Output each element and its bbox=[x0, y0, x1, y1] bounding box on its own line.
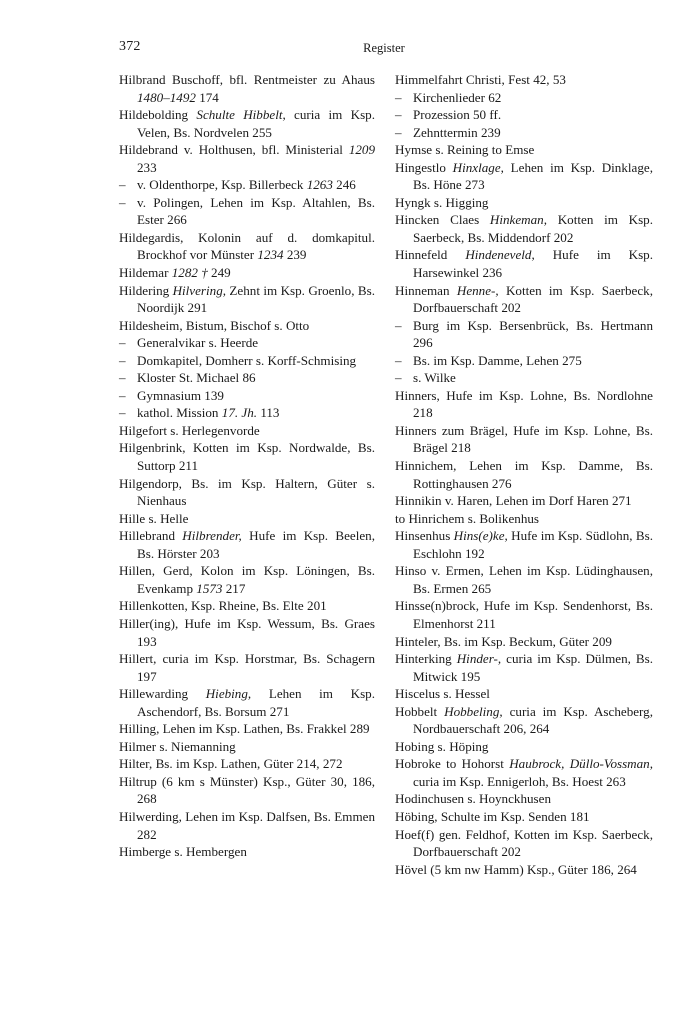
running-head: Register bbox=[363, 41, 405, 55]
index-entry bbox=[119, 282, 375, 317]
index-entry bbox=[395, 597, 653, 632]
entry-text: Domkapitel, Domherr s. Korff-Schmising bbox=[137, 352, 357, 368]
entry-variant-italic: 1209 bbox=[348, 142, 375, 158]
subentry-dash: – bbox=[119, 194, 126, 210]
index-subentry bbox=[119, 387, 375, 405]
entry-text: Hildemar bbox=[119, 265, 172, 281]
index-entry bbox=[119, 843, 375, 861]
entry-text: Hobbelt bbox=[395, 703, 445, 719]
entry-variant-italic: Hobbeling, bbox=[444, 703, 503, 719]
entry-text: Hillenkotten, Ksp. Rheine, Bs. Elte 201 bbox=[119, 598, 327, 614]
index-entry bbox=[395, 194, 653, 212]
index-entry bbox=[395, 633, 653, 651]
entry-text: Burg im Ksp. Bersenbrück, Bs. Hertmann 296 bbox=[413, 317, 653, 351]
index-entry bbox=[395, 808, 653, 826]
entry-variant-italic: Schulte Hibbelt, bbox=[196, 107, 286, 123]
entry-text: 249 bbox=[207, 265, 231, 281]
entry-text: Gymnasium 139 bbox=[137, 387, 224, 403]
entry-text: Hobroke to Hohorst bbox=[395, 756, 510, 772]
entry-text: Kotten im Ksp. Saerbeck, Bs. Middendorf 202 bbox=[413, 212, 654, 245]
index-entry bbox=[395, 211, 653, 246]
entry-variant-italic: Hinkeman, bbox=[489, 212, 547, 228]
index-entry bbox=[119, 71, 375, 106]
index-entry bbox=[119, 527, 375, 562]
index-entry bbox=[395, 738, 653, 756]
entry-variant-italic: 1573 bbox=[196, 580, 223, 596]
entry-text: Kloster St. Michael 86 bbox=[137, 370, 256, 386]
entry-text: Hilmer s. Niemanning bbox=[119, 738, 236, 754]
entry-text: Hövel (5 km nw Hamm) Ksp., Güter 186, 264 bbox=[395, 861, 637, 877]
entry-text: curia im Ksp. Ascheberg, Nordbauerschaft 206, 264 bbox=[413, 703, 653, 737]
index-entry bbox=[119, 650, 375, 685]
entry-text: Hilgefort s. Herlegenvorde bbox=[119, 422, 260, 438]
entry-text: Hildesheim, Bistum, Bischof s. Otto bbox=[119, 317, 310, 333]
entry-text: Hinnikin v. Haren, Lehen im Dorf Haren 271 bbox=[395, 493, 632, 509]
index-entry bbox=[119, 615, 375, 650]
index-entry bbox=[395, 387, 653, 422]
index-entry bbox=[119, 106, 375, 141]
entry-text: Hille s. Helle bbox=[119, 510, 189, 526]
index-column-right bbox=[395, 71, 653, 878]
entry-text: Hilgendorp, Bs. im Ksp. Haltern, Güter s. Nienhaus bbox=[119, 475, 375, 509]
entry-text: curia im Ksp. Ennigerloh, Bs. Hoest 263 bbox=[413, 773, 626, 789]
entry-variant-italic: Hilbrender, bbox=[182, 528, 242, 544]
entry-text: Lehen im Ksp. Dinklage, Bs. Höne 273 bbox=[413, 159, 653, 193]
subentry-dash: – bbox=[395, 352, 402, 368]
index-subentry bbox=[395, 317, 653, 352]
subentry-dash: – bbox=[119, 352, 126, 368]
entry-text: Hoef(f) gen. Feldhof, Kotten im Ksp. Saerbeck, Dorfbauerschaft 202 bbox=[395, 826, 653, 860]
entry-text: Hinnichem, Lehen im Ksp. Damme, Bs. Rottinghausen 276 bbox=[395, 458, 653, 491]
index-entry bbox=[119, 510, 375, 528]
index-entry bbox=[395, 422, 653, 457]
index-subentry bbox=[395, 369, 653, 387]
subentry-dash: – bbox=[395, 370, 402, 386]
index-entry bbox=[395, 755, 653, 790]
index-entry bbox=[395, 685, 653, 703]
entry-variant-italic: Hins(e)ke, bbox=[453, 528, 508, 544]
entry-variant-italic: 1263 bbox=[306, 177, 333, 193]
entry-text: Bs. im Ksp. Damme, Lehen 275 bbox=[413, 352, 582, 368]
entry-text: Hobing s. Höping bbox=[395, 738, 489, 754]
index-entry bbox=[119, 808, 375, 843]
entry-variant-italic: Hilvering, bbox=[172, 282, 227, 298]
index-entry bbox=[395, 703, 653, 738]
entry-text: Hufe im Ksp. Beelen, Bs. Hörster 203 bbox=[137, 528, 375, 561]
entry-text: Hilling, Lehen im Ksp. Lathen, Bs. Frakkel 289 bbox=[119, 721, 370, 737]
entry-text: Zehnttermin 239 bbox=[413, 124, 501, 140]
entry-text: Hillebrand bbox=[119, 528, 183, 544]
index-entry bbox=[395, 562, 653, 597]
subentry-dash: – bbox=[395, 89, 402, 105]
index-entry bbox=[119, 773, 375, 808]
entry-text: Hodinchusen s. Hoynckhusen bbox=[395, 791, 552, 807]
entry-text: Prozession 50 ff. bbox=[413, 107, 502, 123]
index-entry bbox=[119, 422, 375, 440]
index-entry bbox=[119, 264, 375, 282]
index-entry bbox=[119, 562, 375, 597]
index-entry bbox=[395, 246, 653, 281]
index-subentry bbox=[395, 352, 653, 370]
entry-variant-italic: Hindeneveld, bbox=[465, 247, 535, 263]
entry-variant-italic: Haubrock, Düllo-Vossman, bbox=[509, 756, 654, 772]
entry-variant-italic: Hinder-, bbox=[456, 651, 502, 667]
entry-text: curia im Ksp. Dülmen, Bs. Mitwick 195 bbox=[413, 651, 653, 684]
page-number: 372 bbox=[119, 39, 141, 54]
entry-text: Hildebrand v. Holthusen, bfl. Ministerial bbox=[119, 142, 349, 158]
entry-text: curia im Ksp. Velen, Bs. Nordvelen 255 bbox=[137, 107, 375, 140]
entry-text: Hufe im Ksp. Harsewinkel 236 bbox=[413, 247, 653, 281]
index-subentry bbox=[395, 124, 653, 142]
entry-text: Hincken Claes bbox=[395, 212, 490, 228]
entry-text: 239 bbox=[283, 247, 307, 263]
index-subentry bbox=[119, 352, 375, 370]
entry-text: Hillert, curia im Ksp. Horstmar, Bs. Schagern 197 bbox=[119, 651, 375, 684]
index-entry bbox=[395, 159, 653, 194]
entry-text: Hildering bbox=[119, 282, 173, 298]
index-entry bbox=[119, 685, 375, 720]
index-subentry bbox=[119, 369, 375, 387]
index-entry bbox=[395, 141, 653, 159]
entry-text: Lehen im Ksp. Aschendorf, Bs. Borsum 271 bbox=[137, 686, 375, 719]
entry-text: 246 bbox=[332, 177, 356, 193]
index-entry bbox=[395, 71, 653, 89]
entry-text: Hingestlo bbox=[395, 159, 453, 175]
entry-text: Hinso v. Ermen, Lehen im Ksp. Lüdinghausen, Bs. Ermen 265 bbox=[395, 563, 653, 596]
subentry-dash: – bbox=[119, 177, 126, 193]
entry-text: kathol. Mission bbox=[137, 405, 222, 421]
entry-text: Kotten im Ksp. Saerbeck, Dorfbauerschaft 202 bbox=[413, 282, 653, 316]
entry-text: Hinners zum Brägel, Hufe im Ksp. Lohne, Bs. Brägel 218 bbox=[395, 422, 653, 456]
entry-variant-italic: 1234 bbox=[257, 247, 284, 263]
index-entry bbox=[119, 229, 375, 264]
entry-variant-italic: 1480–1492 bbox=[137, 89, 196, 105]
entry-text: Hiltrup (6 km s Münster) Ksp., Güter 30, 186, 268 bbox=[119, 773, 375, 807]
index-entry bbox=[395, 826, 653, 861]
entry-variant-italic: Henne-, bbox=[456, 282, 499, 298]
index-entry bbox=[119, 317, 375, 335]
entry-text: Hiller(ing), Hufe im Ksp. Wessum, Bs. Graes 193 bbox=[119, 615, 375, 649]
index-subentry bbox=[119, 334, 375, 352]
index-entry bbox=[119, 738, 375, 756]
entry-text: v. Oldenthorpe, Ksp. Billerbeck bbox=[137, 177, 307, 193]
index-entry bbox=[119, 439, 375, 474]
subentry-dash: – bbox=[119, 335, 126, 351]
index-column-left bbox=[119, 71, 375, 861]
entry-text: Hildegardis, Kolonin auf d. domkapitul. Brockhof vor Münster bbox=[119, 229, 375, 263]
index-entry bbox=[395, 492, 653, 510]
entry-text: Himberge s. Hembergen bbox=[119, 844, 247, 860]
entry-text: Hinners, Hufe im Ksp. Lohne, Bs. Nordlohne 218 bbox=[395, 387, 653, 421]
entry-text: Hinnefeld bbox=[395, 247, 466, 263]
entry-text: Hymse s. Reining to Emse bbox=[395, 142, 535, 158]
entry-text: 113 bbox=[257, 405, 280, 421]
index-entry bbox=[395, 790, 653, 808]
subentry-dash: – bbox=[395, 124, 402, 140]
entry-text: 233 bbox=[137, 159, 157, 175]
index-subentry bbox=[119, 176, 375, 194]
entry-variant-italic: Hinxlage, bbox=[452, 159, 504, 175]
entry-text: v. Polingen, Lehen im Ksp. Altahlen, Bs. Ester 266 bbox=[137, 194, 375, 228]
entry-text: Hufe im Ksp. Südlohn, Bs. Eschlohn 192 bbox=[413, 528, 653, 561]
entry-text: Hinterking bbox=[395, 651, 457, 667]
entry-text: Hilbrand Buschoff, bfl. Rentmeister zu Ahaus bbox=[119, 72, 375, 87]
entry-text: 217 bbox=[222, 580, 246, 596]
entry-text: s. Wilke bbox=[413, 370, 456, 386]
entry-variant-italic: Hiebing, bbox=[205, 686, 252, 702]
subentry-dash: – bbox=[395, 317, 402, 333]
index-subentry bbox=[395, 106, 653, 124]
index-entry bbox=[395, 510, 653, 528]
entry-variant-italic: 17. Jh. bbox=[221, 405, 258, 421]
entry-text: Himmelfahrt Christi, Fest 42, 53 bbox=[395, 72, 566, 87]
index-entry bbox=[395, 650, 653, 685]
index-entry bbox=[119, 755, 375, 773]
index-entry bbox=[395, 282, 653, 317]
index-subentry bbox=[395, 89, 653, 107]
index-subentry bbox=[119, 404, 375, 422]
subentry-dash: – bbox=[395, 107, 402, 123]
subentry-dash: – bbox=[119, 405, 126, 421]
entry-text: Generalvikar s. Heerde bbox=[137, 335, 259, 351]
index-entry bbox=[119, 141, 375, 176]
subentry-dash: – bbox=[119, 387, 126, 403]
index-entry bbox=[119, 475, 375, 510]
entry-text: Hiscelus s. Hessel bbox=[395, 686, 490, 702]
entry-text: Höbing, Schulte im Ksp. Senden 181 bbox=[395, 808, 590, 824]
subentry-dash: – bbox=[119, 370, 126, 386]
entry-text: Hinneman bbox=[395, 282, 457, 298]
entry-text: Hyngk s. Higging bbox=[395, 194, 489, 210]
index-entry bbox=[395, 527, 653, 562]
entry-text: Hillewarding bbox=[119, 686, 206, 702]
index-entry bbox=[119, 597, 375, 615]
index-entry bbox=[395, 861, 653, 879]
entry-text: 174 bbox=[195, 89, 219, 105]
entry-text: to Hinrichem s. Bolikenhus bbox=[395, 510, 540, 526]
entry-text: Hinteler, Bs. im Ksp. Beckum, Güter 209 bbox=[395, 633, 612, 649]
entry-text: Hillen, Gerd, Kolon im Ksp. Löningen, Bs. Evenkamp bbox=[119, 563, 375, 596]
entry-text: Hilter, Bs. im Ksp. Lathen, Güter 214, 272 bbox=[119, 756, 343, 772]
entry-text: Hilwerding, Lehen im Ksp. Dalfsen, Bs. Emmen 282 bbox=[119, 808, 375, 842]
entry-text: Hilgenbrink, Kotten im Ksp. Nordwalde, Bs. Suttorp 211 bbox=[119, 440, 375, 474]
index-entry bbox=[395, 457, 653, 492]
index-subentry bbox=[119, 194, 375, 229]
entry-text: Zehnt im Ksp. Groenlo, Bs. Noordijk 291 bbox=[137, 282, 375, 316]
entry-variant-italic: 1282 † bbox=[171, 265, 208, 281]
entry-text: Hinsenhus bbox=[395, 528, 454, 544]
entry-text: Hildebolding bbox=[119, 107, 197, 123]
index-entry bbox=[119, 720, 375, 738]
entry-text: Hinsse(n)brock, Hufe im Ksp. Sendenhorst, Bs. Elmenhorst 211 bbox=[395, 598, 653, 631]
entry-text: Kirchenlieder 62 bbox=[413, 89, 502, 105]
